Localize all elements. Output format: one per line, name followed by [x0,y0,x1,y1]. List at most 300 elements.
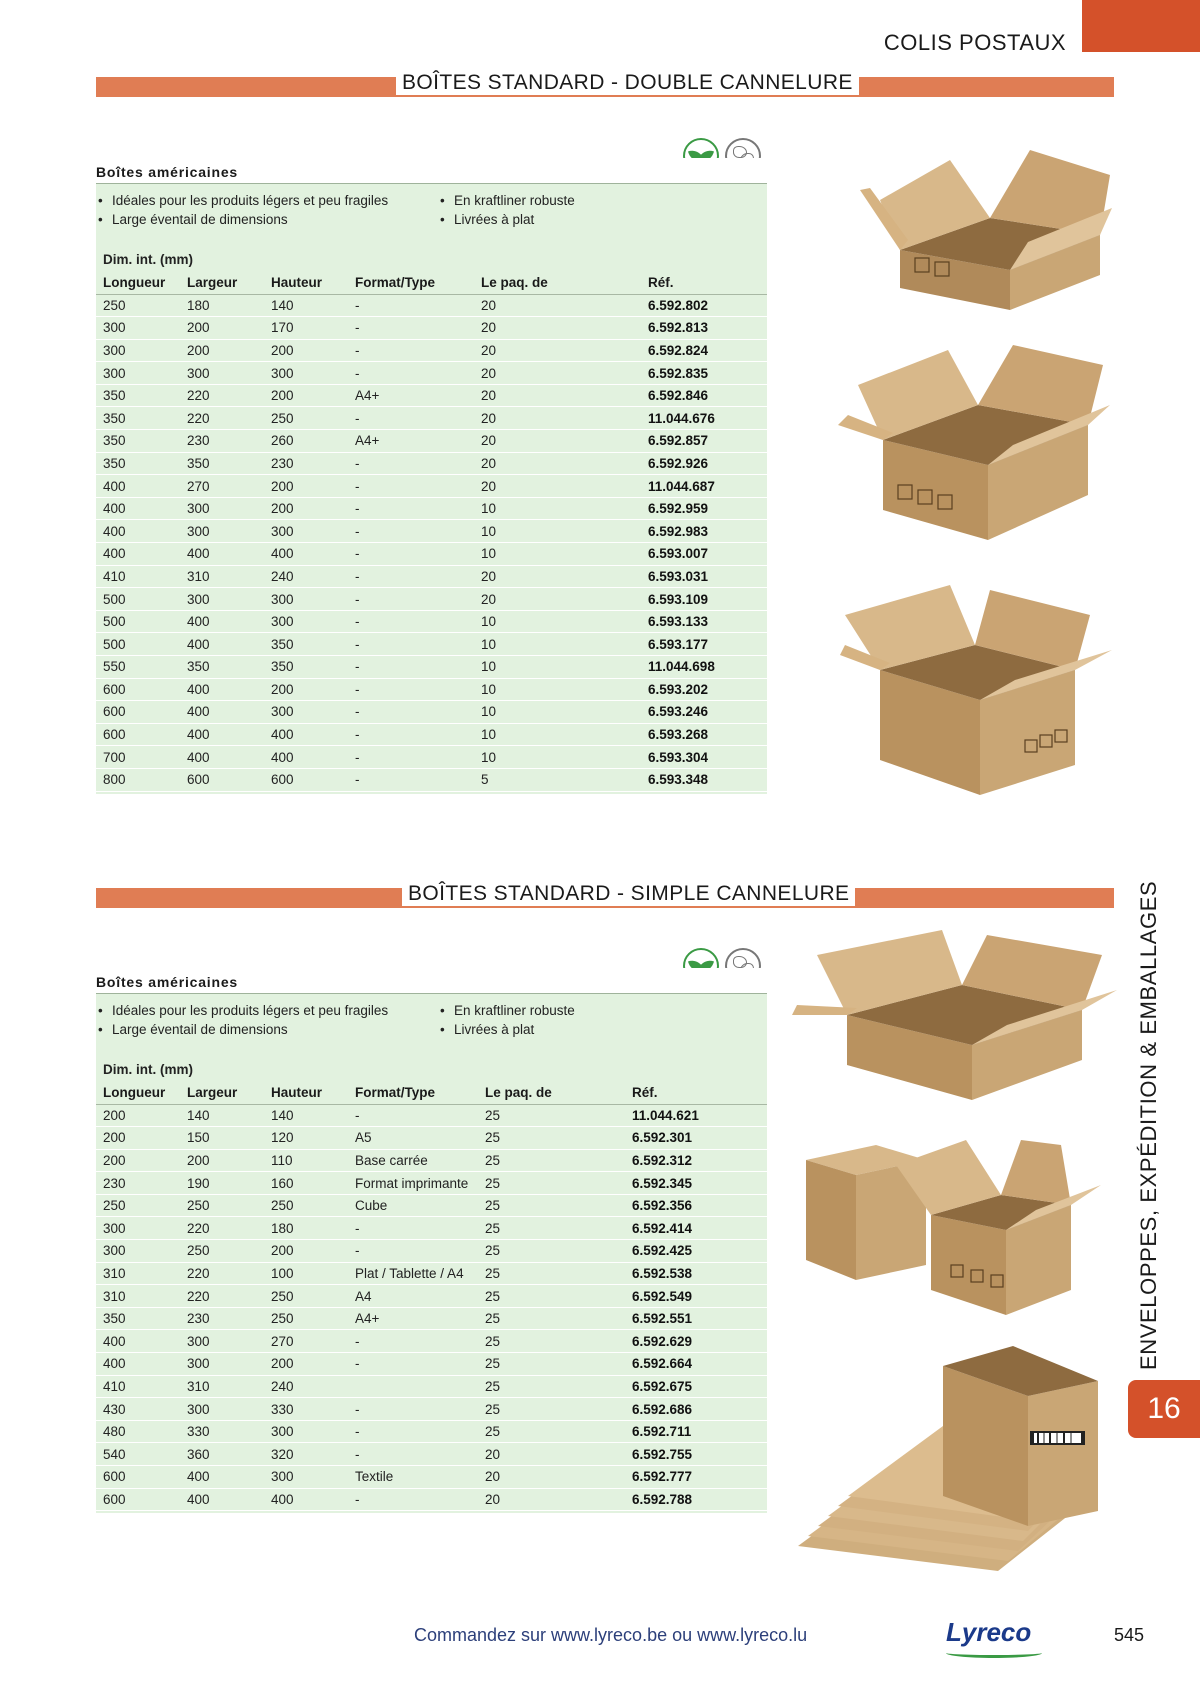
box-image-wide-open [792,930,1117,1105]
table-cell: 10 [474,678,641,701]
column-header: Réf. [625,1082,767,1104]
table-cell: 600 [96,1488,180,1511]
table-cell: 540 [96,1443,180,1466]
table-cell: 230 [180,430,264,453]
table-cell: - [348,497,474,520]
reference-cell: 11.044.687 [641,475,767,498]
table-cell: 10 [474,723,641,746]
table-cell: 300 [180,1398,264,1421]
table-cell: 300 [264,1420,348,1443]
table-cell: 300 [180,1330,264,1353]
table-cell: - [348,1398,478,1421]
table-cell: - [348,317,474,340]
table-cell: 25 [478,1104,625,1127]
reference-cell: 6.592.345 [625,1172,767,1195]
table-cell: 310 [96,1262,180,1285]
table-cell: 5 [474,768,641,791]
table-cell: 20 [474,452,641,475]
table-cell: - [348,294,474,317]
table-cell: - [348,543,474,566]
table-cell: 110 [264,1149,348,1172]
table-cell: 400 [180,723,264,746]
reference-cell: 6.592.857 [641,430,767,453]
table-cell: 400 [96,1330,180,1353]
table-cell: 260 [264,430,348,453]
table-cell: 400 [180,610,264,633]
table-row [96,1443,767,1466]
table-row [96,1488,767,1511]
table-cell: 140 [264,294,348,317]
table-row [96,1104,767,1127]
box-image-flat-stack [798,1346,1113,1572]
table-cell: 330 [180,1420,264,1443]
table-cell: 25 [478,1172,625,1195]
table-cell: 200 [180,1149,264,1172]
table-cell: 200 [264,475,348,498]
table-cell: 200 [264,1240,348,1263]
table-cell: 25 [478,1127,625,1150]
table-row [96,1398,767,1421]
table-row [96,1217,767,1240]
table-cell: 330 [264,1398,348,1421]
table-cell: 400 [96,543,180,566]
table-row [96,768,767,791]
column-header: Format/Type [348,272,474,294]
table-row [96,339,767,362]
table-cell: 300 [96,1240,180,1263]
table-cell: 400 [96,497,180,520]
table-cell: 400 [180,633,264,656]
feature-item: • En kraftliner robuste [438,192,575,211]
table-cell: Textile [348,1466,478,1489]
table-cell: 250 [180,1194,264,1217]
table-cell: 25 [478,1194,625,1217]
table-cell: Format imprimante [348,1172,478,1195]
feature-item: • Large éventail de dimensions [96,211,388,230]
table-cell: 20 [478,1443,625,1466]
table-cell: 240 [264,1375,348,1398]
table-cell: 350 [264,633,348,656]
reference-cell: 6.592.983 [641,520,767,543]
table-cell: A4 [348,1285,478,1308]
table-cell: 240 [264,565,348,588]
table-cell: Plat / Tablette / A4 [348,1262,478,1285]
table-row [96,452,767,475]
box-image-open-2 [838,345,1118,545]
table-cell: 350 [96,430,180,453]
section-banner-double [96,71,1114,97]
table-cell: 310 [96,1285,180,1308]
reference-cell: 6.593.268 [641,723,767,746]
table-cell: 400 [180,543,264,566]
table-cell: - [348,339,474,362]
table-cell: 20 [474,362,641,385]
feature-item: • Livrées à plat [438,211,575,230]
table-row [96,317,767,340]
table-cell: 200 [180,317,264,340]
table-cell: 200 [180,339,264,362]
table-row [96,588,767,611]
header-color-tab [1082,0,1200,52]
table-cell: 350 [96,384,180,407]
panel-subtitle: Boîtes américaines [96,974,239,990]
table-cell: 200 [264,339,348,362]
table-row [96,565,767,588]
table-cell: 25 [478,1240,625,1263]
table-cell: 220 [180,1262,264,1285]
table-cell: - [348,362,474,385]
table-cell: - [348,1330,478,1353]
reference-cell: 6.592.686 [625,1398,767,1421]
table-cell: 150 [180,1127,264,1150]
table-cell: 25 [478,1217,625,1240]
table-cell: 200 [264,384,348,407]
table-cell: - [348,565,474,588]
reference-cell: 6.592.959 [641,497,767,520]
reference-cell: 6.592.425 [625,1240,767,1263]
table-cell: 310 [180,565,264,588]
table-cell: 250 [96,294,180,317]
section-banner-simple [96,882,1114,908]
table-cell: 600 [96,701,180,724]
table-cell: 25 [478,1398,625,1421]
reference-cell: 6.592.926 [641,452,767,475]
feature-list-right [438,192,575,229]
spec-table-simple [96,1082,767,1511]
table-cell: 230 [96,1172,180,1195]
table-cell: 25 [478,1307,625,1330]
box-image-open-1 [860,130,1120,315]
table-cell: 10 [474,746,641,769]
reference-cell: 6.592.835 [641,362,767,385]
table-cell: 220 [180,407,264,430]
table-row [96,1149,767,1172]
table-cell: 300 [264,701,348,724]
page-header-title: COLIS POSTAUX [883,30,1067,55]
table-cell: 25 [478,1375,625,1398]
reference-cell: 6.592.301 [625,1127,767,1150]
table-cell [348,1375,478,1398]
table-row [96,1262,767,1285]
table-cell: 320 [264,1443,348,1466]
column-header: Le paq. de [478,1082,625,1104]
section-title-double: BOÎTES STANDARD - DOUBLE CANNELURE [396,71,859,95]
reference-cell: 6.592.551 [625,1307,767,1330]
spec-table-double [96,272,767,792]
table-cell: 410 [96,1375,180,1398]
table-row [96,723,767,746]
reference-cell: 6.593.348 [641,768,767,791]
table-cell: 300 [264,520,348,543]
column-header: Format/Type [348,1082,478,1104]
side-category-number: 16 [1128,1380,1200,1438]
reference-cell: 6.592.538 [625,1262,767,1285]
table-cell: Cube [348,1194,478,1217]
table-cell: 800 [96,768,180,791]
table-row [96,384,767,407]
table-cell: - [348,1217,478,1240]
table-cell: 250 [264,1307,348,1330]
feature-list-right [438,1002,575,1039]
column-header: Longueur [96,1082,180,1104]
reference-cell: 6.592.711 [625,1420,767,1443]
table-cell: 180 [180,294,264,317]
table-cell: 300 [180,362,264,385]
table-cell: 20 [478,1466,625,1489]
table-row [96,1127,767,1150]
dimensions-label: Dim. int. (mm) [103,252,193,267]
table-cell: 400 [96,1353,180,1376]
box-image-pair [806,1140,1106,1315]
table-cell: - [348,520,474,543]
table-cell: - [348,610,474,633]
table-cell: 300 [264,610,348,633]
reference-cell: 6.593.246 [641,701,767,724]
reference-cell: 6.592.813 [641,317,767,340]
table-cell: 220 [180,1217,264,1240]
reference-cell: 6.593.202 [641,678,767,701]
table-row [96,1307,767,1330]
table-cell: 600 [180,768,264,791]
table-cell: 350 [180,656,264,679]
table-row [96,1466,767,1489]
feature-list-left [96,192,388,229]
table-cell: - [348,475,474,498]
table-cell: 200 [96,1104,180,1127]
table-cell: 270 [264,1330,348,1353]
table-cell: 550 [96,656,180,679]
table-cell: 20 [478,1488,625,1511]
table-cell: - [348,452,474,475]
table-cell: - [348,656,474,679]
table-cell: 480 [96,1420,180,1443]
table-row [96,497,767,520]
table-cell: 20 [474,339,641,362]
column-header: Largeur [180,272,264,294]
table-cell: 10 [474,633,641,656]
reference-cell: 6.593.031 [641,565,767,588]
table-cell: 400 [180,1488,264,1511]
table-cell: 270 [180,475,264,498]
product-panel-simple [96,976,767,1513]
brand-logo: Lyreco [946,1617,1032,1647]
table-row [96,610,767,633]
page-number: 545 [1114,1625,1145,1645]
table-cell: - [348,701,474,724]
table-row [96,678,767,701]
reference-cell: 6.592.675 [625,1375,767,1398]
table-cell: 20 [474,430,641,453]
reference-cell: 6.593.304 [641,746,767,769]
reference-cell: 6.593.109 [641,588,767,611]
table-row [96,475,767,498]
table-cell: 350 [96,1307,180,1330]
table-cell: 200 [264,678,348,701]
table-cell: 180 [264,1217,348,1240]
table-cell: 250 [180,1240,264,1263]
table-row [96,294,767,317]
table-cell: 140 [264,1104,348,1127]
table-row [96,430,767,453]
table-cell: 200 [96,1127,180,1150]
reference-cell: 6.593.177 [641,633,767,656]
table-cell: 120 [264,1127,348,1150]
table-cell: 350 [180,452,264,475]
table-cell: 350 [264,656,348,679]
table-cell: 350 [96,407,180,430]
table-cell: 700 [96,746,180,769]
column-header: Longueur [96,272,180,294]
footer-order-text: Commandez sur www.lyreco.be ou www.lyreco.lu [414,1625,808,1645]
table-cell: 500 [96,610,180,633]
table-cell: 20 [474,317,641,340]
table-cell: Base carrée [348,1149,478,1172]
table-cell: 400 [180,1466,264,1489]
table-cell: 25 [478,1149,625,1172]
reference-cell: 6.593.007 [641,543,767,566]
table-cell: 400 [96,520,180,543]
table-cell: 25 [478,1285,625,1308]
table-row [96,1353,767,1376]
table-cell: 25 [478,1330,625,1353]
table-cell: 20 [474,565,641,588]
table-row [96,407,767,430]
table-cell: 400 [180,678,264,701]
reference-cell: 11.044.698 [641,656,767,679]
table-row [96,1172,767,1195]
table-cell: 20 [474,384,641,407]
table-cell: 300 [264,1466,348,1489]
reference-cell: 11.044.621 [625,1104,767,1127]
table-cell: 220 [180,384,264,407]
table-cell: 400 [264,1488,348,1511]
table-cell: 250 [264,1194,348,1217]
reference-cell: 6.592.846 [641,384,767,407]
feature-item: • Idéales pour les produits légers et peu fragiles [96,1002,388,1021]
table-cell: 300 [180,588,264,611]
table-cell: - [348,723,474,746]
column-header: Réf. [641,272,767,294]
reference-cell: 6.592.788 [625,1488,767,1511]
column-header: Le paq. de [474,272,641,294]
table-cell: 10 [474,701,641,724]
table-cell: A4+ [348,430,474,453]
dimensions-label: Dim. int. (mm) [103,1062,193,1077]
box-image-open-3 [840,585,1115,795]
table-cell: 25 [478,1420,625,1443]
reference-cell: 11.044.676 [641,407,767,430]
column-header: Hauteur [264,1082,348,1104]
feature-list-left [96,1002,388,1039]
product-panel-double [96,166,767,794]
table-cell: 410 [96,565,180,588]
feature-item: • Livrées à plat [438,1021,575,1040]
reference-cell: 6.592.549 [625,1285,767,1308]
table-cell: 600 [264,768,348,791]
table-cell: 140 [180,1104,264,1127]
reference-cell: 6.592.629 [625,1330,767,1353]
table-cell: 10 [474,497,641,520]
reference-cell: 6.592.802 [641,294,767,317]
feature-item: • En kraftliner robuste [438,1002,575,1021]
table-cell: - [348,1443,478,1466]
table-cell: 230 [180,1307,264,1330]
panel-subtitle: Boîtes américaines [96,164,239,180]
table-cell: - [348,1420,478,1443]
table-cell: 500 [96,588,180,611]
table-cell: 200 [264,497,348,520]
table-cell: A4+ [348,384,474,407]
table-cell: 220 [180,1285,264,1308]
table-row [96,746,767,769]
table-cell: A5 [348,1127,478,1150]
table-cell: 250 [264,1285,348,1308]
table-cell: 600 [96,678,180,701]
table-cell: 20 [474,294,641,317]
column-header: Hauteur [264,272,348,294]
table-cell: - [348,407,474,430]
reference-cell: 6.592.312 [625,1149,767,1172]
table-cell: 350 [96,452,180,475]
table-cell: 20 [474,407,641,430]
table-cell: 400 [264,746,348,769]
table-cell: - [348,1488,478,1511]
table-row [96,633,767,656]
table-row [96,520,767,543]
table-row [96,1420,767,1443]
table-cell: 400 [264,723,348,746]
table-cell: - [348,1104,478,1127]
side-category-label: ENVELOPPES, EXPÉDITION & EMBALLAGES [1136,880,1161,1370]
table-cell: 10 [474,520,641,543]
table-cell: 430 [96,1398,180,1421]
table-cell: 300 [96,317,180,340]
logo-swoosh-icon [946,1648,1042,1658]
table-cell: - [348,768,474,791]
table-cell: 300 [96,339,180,362]
table-cell: 100 [264,1262,348,1285]
table-cell: - [348,588,474,611]
table-cell: 400 [264,543,348,566]
table-cell: 400 [180,746,264,769]
table-cell: - [348,678,474,701]
table-cell: 300 [96,362,180,385]
table-row [96,362,767,385]
table-row [96,656,767,679]
table-cell: - [348,746,474,769]
feature-item: • Large éventail de dimensions [96,1021,388,1040]
column-header: Largeur [180,1082,264,1104]
section-title-simple: BOÎTES STANDARD - SIMPLE CANNELURE [402,882,855,906]
table-row [96,1375,767,1398]
reference-cell: 6.592.755 [625,1443,767,1466]
table-row [96,1285,767,1308]
table-cell: 200 [264,1353,348,1376]
table-cell: 10 [474,543,641,566]
table-cell: 160 [264,1172,348,1195]
table-cell: 300 [264,362,348,385]
table-cell: 20 [474,475,641,498]
table-cell: - [348,1353,478,1376]
table-cell: 300 [96,1217,180,1240]
table-cell: 250 [96,1194,180,1217]
table-cell: 170 [264,317,348,340]
reference-cell: 6.592.777 [625,1466,767,1489]
table-cell: 190 [180,1172,264,1195]
table-cell: 400 [96,475,180,498]
table-cell: 600 [96,723,180,746]
reference-cell: 6.592.824 [641,339,767,362]
